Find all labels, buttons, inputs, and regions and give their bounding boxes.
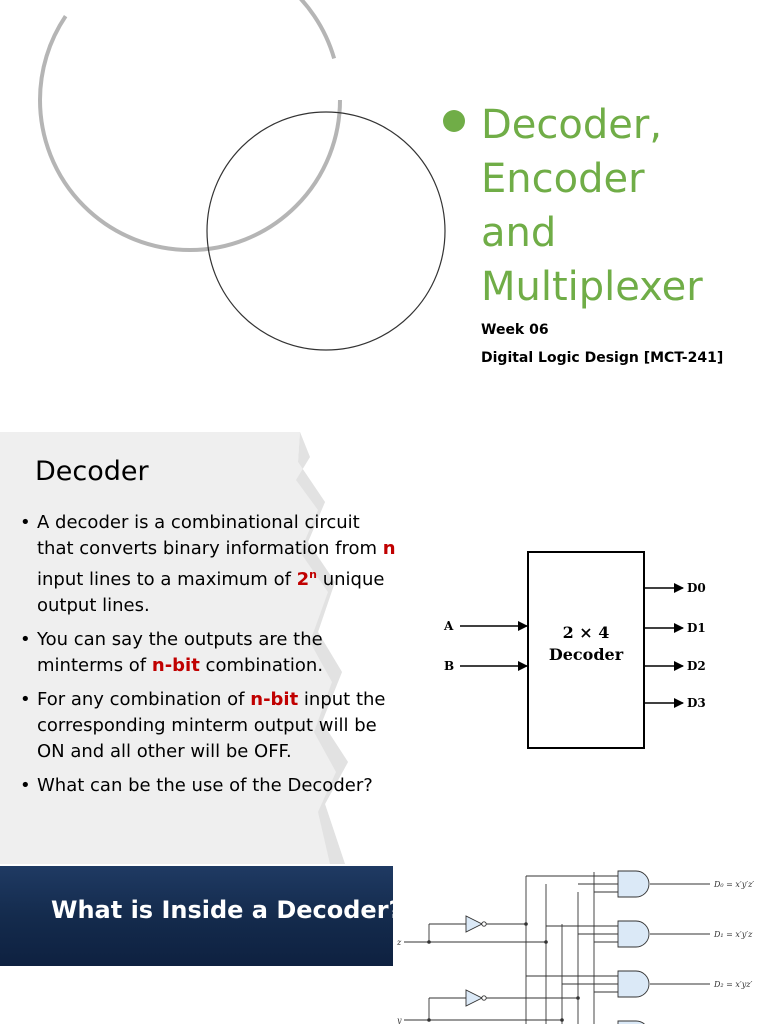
and-gate bbox=[618, 921, 649, 947]
output-d0-label: D0 bbox=[687, 581, 706, 595]
week-label: Week 06 bbox=[481, 322, 549, 338]
inverter-bubble bbox=[482, 922, 486, 926]
junction-dot bbox=[524, 922, 528, 926]
course-label: Digital Logic Design [MCT-241] bbox=[481, 350, 724, 366]
and-gate bbox=[618, 871, 649, 897]
title-line-1: Decoder, bbox=[481, 102, 663, 148]
decoder-box-size: 2 × 4 bbox=[562, 623, 610, 642]
output-d3-label: D3 bbox=[687, 696, 706, 710]
junction-dot bbox=[544, 940, 548, 944]
output-d0-equation: D₀ = x′y′z′ bbox=[714, 880, 755, 889]
junction-dot bbox=[576, 996, 580, 1000]
bullet-text: For any combination of bbox=[37, 689, 251, 710]
bullet-text: input the corresponding minterm output will be ON and all other will be OFF. bbox=[37, 689, 386, 762]
input-b-label: B bbox=[444, 659, 455, 673]
input-y-label: y bbox=[397, 1016, 402, 1024]
junction-dot bbox=[427, 1018, 431, 1022]
bullet-text: unique output lines. bbox=[37, 569, 385, 616]
bullet-text: What can be the use of the Decoder? bbox=[37, 775, 373, 796]
output-d2-equation: D₂ = x′yz′ bbox=[714, 980, 753, 989]
highlight-base: 2 bbox=[296, 569, 310, 590]
gray-arc-shape bbox=[40, 0, 340, 250]
junction-dot bbox=[560, 1018, 564, 1022]
title-line-2: Encoder bbox=[481, 156, 645, 202]
input-z-label: z bbox=[397, 938, 402, 947]
bullet-item bbox=[18, 510, 398, 619]
highlight-nbit: n-bit bbox=[151, 655, 200, 676]
output-d1-label: D1 bbox=[687, 621, 706, 635]
bullet-text: You can say the outputs are the minterms of bbox=[37, 629, 323, 676]
highlight-exponent: n bbox=[309, 568, 318, 581]
inverter-gate bbox=[466, 916, 482, 932]
bullet-text: combination. bbox=[199, 655, 324, 676]
bullet-list bbox=[18, 510, 398, 807]
title-bullet-dot bbox=[443, 110, 465, 132]
junction-dot bbox=[427, 940, 431, 944]
inverter-gate bbox=[466, 990, 482, 1006]
decoder-slide bbox=[0, 432, 768, 864]
title-line-3: and bbox=[481, 210, 557, 256]
and-gate bbox=[618, 971, 649, 997]
highlight-n: n bbox=[382, 538, 396, 559]
slide-heading: Decoder bbox=[35, 456, 149, 487]
output-d2-label: D2 bbox=[687, 659, 706, 673]
inverter-bubble bbox=[482, 996, 486, 1000]
slide-title: What is Inside a Decoder? bbox=[51, 896, 403, 924]
bullet-item bbox=[18, 627, 398, 679]
highlight-nbit: n-bit bbox=[250, 689, 299, 710]
decoder-internals-slide bbox=[0, 866, 768, 1024]
highlight-2n bbox=[297, 569, 317, 590]
bullet-item bbox=[18, 687, 398, 765]
title-banner bbox=[0, 866, 403, 966]
bullet-text: input lines to a maximum of bbox=[37, 569, 297, 590]
decoder-box-label: Decoder bbox=[548, 645, 624, 664]
subtitle-block bbox=[481, 316, 723, 372]
input-a-label: A bbox=[444, 619, 454, 633]
bullet-text: A decoder is a combinational circuit that converts binary information from bbox=[37, 512, 383, 559]
bullet-item bbox=[18, 773, 398, 799]
output-d1-equation: D₁ = x′y′z bbox=[714, 930, 753, 939]
title-slide bbox=[0, 0, 768, 400]
black-circle-shape bbox=[207, 112, 445, 350]
decoder-block-diagram bbox=[438, 542, 738, 752]
decoder-gate-circuit bbox=[392, 866, 768, 1024]
presentation-title bbox=[481, 98, 761, 314]
title-line-4: Multiplexer bbox=[481, 264, 703, 310]
